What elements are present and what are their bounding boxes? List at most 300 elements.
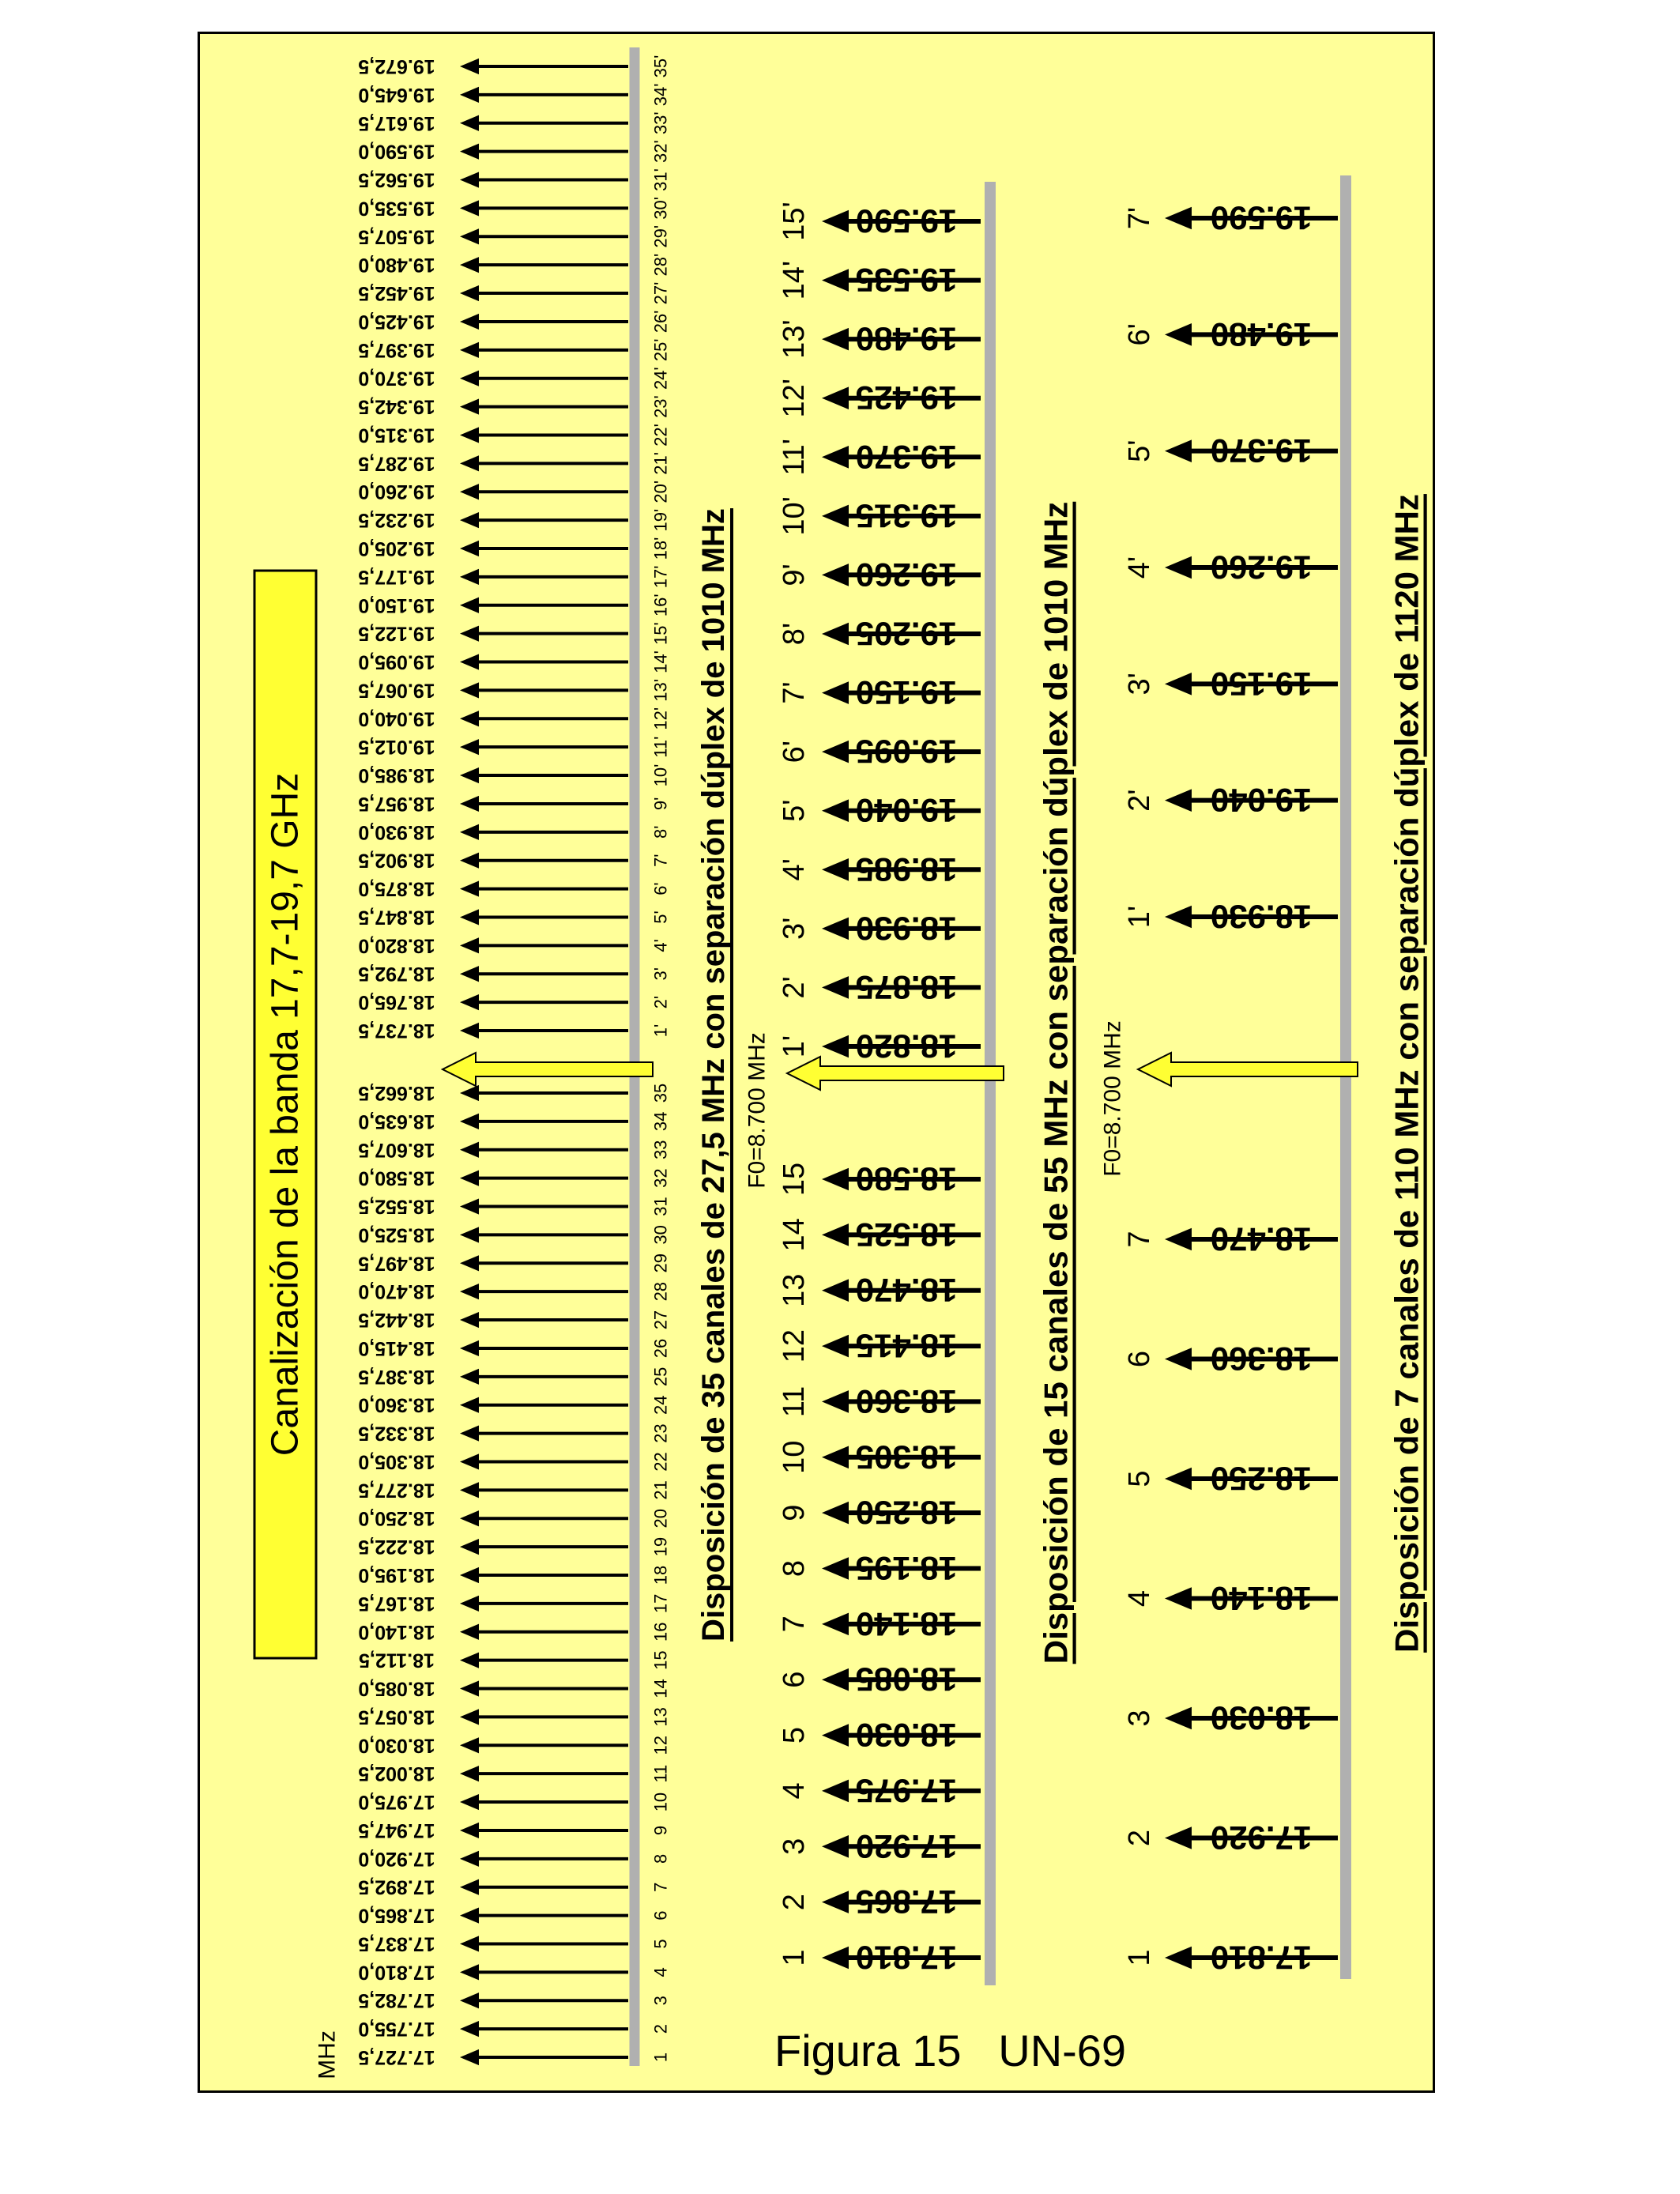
ch35-low-arrow-20 <box>460 1510 628 1526</box>
ch35-high-channel-label: 5' <box>650 910 671 924</box>
arrow-head <box>460 455 479 471</box>
ch35-high-arrow-18 <box>460 541 628 556</box>
arrow-head <box>1165 1587 1192 1610</box>
ch35-high-channel-label: 23' <box>650 395 671 418</box>
ch7-low-freq-label: 18.140 <box>1210 1580 1313 1617</box>
ch35-high-arrow-15 <box>460 626 628 642</box>
arrow-head <box>460 1142 479 1158</box>
arrow-head <box>460 654 479 669</box>
ch35-low-arrow-23 <box>460 1426 628 1442</box>
ch15-low-freq-label: 18.085 <box>855 1661 958 1698</box>
ch35-high-channel-label: 15' <box>650 622 671 645</box>
arrow-head <box>460 1737 479 1753</box>
ch35-low-freq-label: 18.085,0 <box>358 1677 435 1700</box>
ch35-high-arrow-21 <box>460 455 628 471</box>
ch35-high-channel-label: 19' <box>650 508 671 532</box>
arrow-head <box>460 2021 479 2037</box>
ch35-low-arrow-30 <box>460 1227 628 1242</box>
ch35-low-arrow-27 <box>460 1312 628 1328</box>
arrow-head <box>460 1171 479 1186</box>
arrow-head <box>1165 673 1192 696</box>
ch15-low-freq-label: 17.920 <box>855 1827 958 1865</box>
arrow-head <box>460 1851 479 1867</box>
arrow-head <box>460 1453 479 1469</box>
ch35-high-freq-label: 19.067,5 <box>358 679 435 702</box>
ch15-high-channel-label: 10' <box>778 496 811 536</box>
ch7-low-freq-label: 18.360 <box>1210 1340 1313 1378</box>
ch35-low-channel-label: 25 <box>650 1367 671 1387</box>
ch35-low-freq-label: 18.222,5 <box>358 1536 435 1559</box>
ch35-high-arrow-17 <box>460 569 628 585</box>
ch7-high-freq-label: 19.590 <box>1210 199 1313 237</box>
arrow-head <box>822 1780 849 1803</box>
arrow-head <box>1165 906 1192 929</box>
ch15-low-freq-label: 18.250 <box>855 1494 958 1532</box>
arrow-head <box>460 399 479 415</box>
arrow-head <box>460 1992 479 2008</box>
arrow-head <box>822 505 849 528</box>
ch35-low-channel-label: 34 <box>650 1111 671 1132</box>
ch35-low-freq-label: 18.415,0 <box>358 1336 435 1359</box>
ch35-high-channel-label: 9' <box>650 797 671 811</box>
ch35-low-channel-label: 22 <box>650 1452 671 1472</box>
arrow-head <box>1165 556 1192 579</box>
ch35-low-freq-label: 17.920,0 <box>358 1847 435 1870</box>
ch35-high-channel-label: 16' <box>650 594 671 617</box>
ch7-high-channel-label: 1' <box>1123 905 1156 929</box>
ch15-high-freq-label: 19.315 <box>855 497 958 535</box>
arrow-head <box>1165 1826 1192 1849</box>
ch15-high-freq-label: 19.480 <box>855 320 958 358</box>
ch35-low-freq-label: 18.167,5 <box>358 1592 435 1615</box>
ch35-high-channel-label: 35' <box>650 55 671 78</box>
ch15-low-channel-label: 3 <box>778 1838 811 1855</box>
ch35-high-arrow-26 <box>460 314 628 330</box>
ch35-low-freq-label: 18.552,5 <box>358 1195 435 1218</box>
ch35-high-freq-label: 19.397,5 <box>358 338 435 361</box>
arrow-head <box>460 1823 479 1838</box>
ch35-high-arrow-24 <box>460 371 628 386</box>
ch35-low-freq-label: 17.865,0 <box>358 1904 435 1927</box>
arrangement-35-title: Disposición de 35 canales de 27,5 MHz con separación dúplex de 1010 MHz <box>696 508 731 1642</box>
arrow-head <box>822 1724 849 1747</box>
ch35-low-channel-label: 20 <box>650 1508 671 1529</box>
ch35-low-freq-label: 17.782,5 <box>358 1989 435 2012</box>
ch7-high-channel-label: 6' <box>1123 323 1156 346</box>
ch35-high-arrow-1 <box>460 1023 628 1039</box>
ch35-high-arrow-30 <box>460 200 628 216</box>
ch35-low-arrow-2 <box>460 2021 628 2037</box>
ch35-high-channel-label: 28' <box>650 253 671 277</box>
unit-label: MHz <box>314 2030 341 2079</box>
arrow-head <box>822 681 849 704</box>
ch35-low-arrow-24 <box>460 1397 628 1413</box>
ch35-high-freq-label: 19.535,0 <box>358 197 435 220</box>
ch15-low-freq-label: 18.415 <box>855 1327 958 1365</box>
ch35-high-freq-label: 19.315,0 <box>358 424 435 447</box>
ch35-low-channel-label: 18 <box>650 1565 671 1585</box>
ch35-high-arrow-2 <box>460 994 628 1010</box>
ch35-low-arrow-18 <box>460 1567 628 1583</box>
ch35-low-channel-label: 2 <box>650 2023 671 2034</box>
arrow-head <box>1165 1348 1192 1370</box>
arrow-head <box>822 1891 849 1913</box>
arrow-head <box>460 371 479 386</box>
ch35-low-freq-label: 18.387,5 <box>358 1365 435 1388</box>
ch15-high-channel-label: 12' <box>778 378 811 418</box>
ch35-low-arrow-16 <box>460 1624 628 1640</box>
ch35-low-freq-label: 18.497,5 <box>358 1252 435 1275</box>
arrow-head <box>460 314 479 330</box>
arrow-head <box>460 1567 479 1583</box>
ch35-low-freq-label: 18.607,5 <box>358 1138 435 1161</box>
arrow-head <box>460 427 479 443</box>
ch35-high-freq-label: 18.737,5 <box>358 1020 435 1042</box>
ch35-high-arrow-23 <box>460 399 628 415</box>
arrow-head <box>460 881 479 897</box>
arrow-head <box>460 1680 479 1696</box>
ch35-high-arrow-28 <box>460 257 628 273</box>
ch35-low-arrow-19 <box>460 1539 628 1555</box>
arrow-head <box>460 739 479 755</box>
ch35-low-freq-label: 18.195,0 <box>358 1564 435 1586</box>
ch35-low-arrow-6 <box>460 1908 628 1924</box>
arrow-head <box>460 909 479 925</box>
arrow-head <box>460 824 479 840</box>
ch35-low-arrow-14 <box>460 1680 628 1696</box>
ch35-high-freq-label: 19.260,0 <box>358 481 435 503</box>
arrow-head <box>822 1446 849 1469</box>
ch35-high-freq-label: 18.985,0 <box>358 764 435 787</box>
ch35-high-freq-label: 19.095,0 <box>358 650 435 673</box>
arrow-head <box>460 1227 479 1242</box>
ch15-low-channel-label: 8 <box>778 1559 811 1578</box>
ch35-high-arrow-20 <box>460 484 628 499</box>
ch7-high-channel-label: 3' <box>1123 673 1156 696</box>
arrow-head <box>460 172 479 187</box>
ch7-low-channel-label: 4 <box>1123 1589 1156 1608</box>
ch7-high-freq-label: 19.480 <box>1210 315 1313 353</box>
ch15-high-channel-label: 3' <box>778 917 811 941</box>
arrow-head <box>822 1613 849 1636</box>
ch35-low-channel-label: 29 <box>650 1253 671 1273</box>
arrow-head <box>822 1557 849 1580</box>
ch35-low-arrow-22 <box>460 1453 628 1469</box>
ch35-low-arrow-7 <box>460 1879 628 1895</box>
arrow-head <box>460 711 479 726</box>
ch35-high-arrow-5 <box>460 909 628 925</box>
ch35-low-arrow-26 <box>460 1340 628 1356</box>
ch35-low-channel-label: 14 <box>650 1679 671 1698</box>
ch35-low-arrow-32 <box>460 1171 628 1186</box>
ch35-high-channel-label: 1' <box>650 1023 671 1038</box>
ch35-high-channel-label: 18' <box>650 537 671 560</box>
ch35-high-channel-label: 6' <box>650 882 671 895</box>
ch15-low-channel-label: 10 <box>778 1440 811 1474</box>
ch35-high-channel-label: 20' <box>650 480 671 503</box>
ch35-high-freq-label: 19.480,0 <box>358 254 435 277</box>
ch35-low-arrow-3 <box>460 1992 628 2008</box>
ch35-low-channel-label: 21 <box>650 1480 671 1500</box>
arrow-head <box>822 1502 849 1525</box>
ch15-low-channel-label: 7 <box>778 1615 811 1633</box>
arrow-head <box>460 1023 479 1039</box>
ch15-high-freq-label: 18.930 <box>855 910 958 948</box>
ch35-low-freq-label: 18.002,5 <box>358 1762 435 1785</box>
arrow-head <box>822 799 849 822</box>
ch7-low-freq-label: 17.920 <box>1210 1819 1313 1857</box>
ch15-low-channel-label: 11 <box>778 1385 811 1418</box>
ch35-low-freq-label: 18.305,0 <box>358 1450 435 1473</box>
arrow-head <box>460 767 479 783</box>
ch35-high-freq-label: 19.672,5 <box>358 55 435 77</box>
arrow-head <box>460 1397 479 1413</box>
ch15-high-channel-label: 2' <box>778 976 811 999</box>
ch35-low-channel-label: 35 <box>650 1083 671 1103</box>
ch35-low-freq-label: 17.837,5 <box>358 1932 435 1955</box>
ch15-low-freq-label: 18.305 <box>855 1438 958 1476</box>
ch15-low-channel-label: 1 <box>778 1949 811 1966</box>
ch35-high-freq-label: 18.765,0 <box>358 991 435 1014</box>
ch35-high-channel-label: 33' <box>650 111 671 135</box>
ch7-low-channel-label: 7 <box>1123 1231 1156 1248</box>
arrow-head <box>822 1035 849 1058</box>
arrow-head <box>822 1335 849 1358</box>
ch35-high-channel-label: 29' <box>650 224 671 248</box>
ch7-high-channel-label: 7' <box>1123 206 1156 230</box>
ch15-high-channel-label: 11' <box>778 438 811 476</box>
ch35-low-freq-label: 18.442,5 <box>358 1309 435 1332</box>
ch15-high-channel-label: 15' <box>778 202 811 241</box>
arrow-head <box>460 796 479 812</box>
arrow-head <box>1165 1468 1192 1491</box>
arrow-head <box>460 58 479 74</box>
ch35-high-freq-label: 19.425,0 <box>358 310 435 333</box>
ch35-low-arrow-10 <box>460 1794 628 1810</box>
ch35-low-arrow-29 <box>460 1255 628 1271</box>
ch15-low-freq-label: 18.360 <box>855 1382 958 1420</box>
ch7-low-channel-label: 6 <box>1123 1350 1156 1368</box>
ch35-low-arrow-17 <box>460 1596 628 1612</box>
ch15-high-freq-label: 19.590 <box>855 202 958 240</box>
ch35-high-arrow-31 <box>460 172 628 187</box>
ch35-high-arrow-34 <box>460 87 628 103</box>
arrow-head <box>460 115 479 131</box>
arrow-head <box>460 1596 479 1612</box>
arrow-head <box>822 1835 849 1858</box>
ch7-high-channel-label: 2' <box>1123 789 1156 812</box>
arrow-head <box>460 1964 479 1980</box>
figure-caption: Figura 15 UN-69 <box>774 2026 1127 2075</box>
ch35-low-channel-label: 24 <box>650 1395 671 1415</box>
arrow-head <box>460 257 479 273</box>
ch15-low-channel-label: 13 <box>778 1273 811 1307</box>
ch7-low-freq-label: 17.810 <box>1210 1939 1313 1977</box>
ch35-low-channel-label: 9 <box>650 1825 671 1836</box>
ch7-low-freq-label: 18.470 <box>1210 1220 1313 1258</box>
ch35-low-freq-label: 18.057,5 <box>358 1706 435 1728</box>
ch35-high-freq-label: 19.150,0 <box>358 594 435 616</box>
arrangement-15-title: Disposición de 15 canales de 55 MHz con separación dúplex de 1010 MHz <box>1037 501 1075 1664</box>
arrow-head <box>460 1482 479 1498</box>
ch35-low-freq-label: 18.332,5 <box>358 1422 435 1445</box>
ch35-low-channel-label: 8 <box>650 1853 671 1864</box>
ch35-low-channel-label: 6 <box>650 1910 671 1921</box>
ch35-high-freq-label: 18.930,0 <box>358 820 435 843</box>
ch35-high-freq-label: 18.957,5 <box>358 792 435 815</box>
ch15-high-channel-label: 5' <box>778 799 811 822</box>
ch35-low-arrow-9 <box>460 1823 628 1838</box>
ch35-low-freq-label: 18.250,0 <box>358 1507 435 1530</box>
arrow-head <box>460 1908 479 1924</box>
ch35-low-arrow-33 <box>460 1142 628 1158</box>
ch35-low-channel-label: 30 <box>650 1225 671 1245</box>
ch35-high-channel-label: 4' <box>650 939 671 952</box>
arrow-head <box>460 1312 479 1328</box>
f0-label-7: F0=8.700 MHz <box>1099 1020 1126 1177</box>
ch35-high-freq-label: 19.590,0 <box>358 140 435 163</box>
arrow-head <box>460 1198 479 1214</box>
arrow-head <box>460 1879 479 1895</box>
ch15-low-channel-label: 15 <box>778 1162 811 1197</box>
ch35-high-channel-label: 32' <box>650 140 671 163</box>
ch35-low-arrow-13 <box>460 1709 628 1725</box>
ch35-low-channel-label: 1 <box>650 2052 671 2063</box>
ch35-high-arrow-11 <box>460 739 628 755</box>
arrow-head <box>460 512 479 528</box>
ch35-low-channel-label: 15 <box>650 1650 671 1670</box>
arrow-head <box>1165 1947 1192 1970</box>
ch15-low-freq-label: 18.030 <box>855 1717 958 1755</box>
arrow-head <box>822 446 849 469</box>
ch15-low-freq-label: 17.865 <box>855 1883 958 1921</box>
ch35-high-freq-label: 19.452,5 <box>358 282 435 305</box>
ch35-low-arrow-31 <box>460 1198 628 1214</box>
arrow-head <box>460 1510 479 1526</box>
ch35-high-channel-label: 17' <box>650 565 671 589</box>
ch35-high-channel-label: 10' <box>650 763 671 787</box>
ch35-low-channel-label: 16 <box>650 1622 671 1642</box>
arrow-head <box>822 386 849 409</box>
ch35-high-freq-label: 19.507,5 <box>358 225 435 248</box>
ch35-low-freq-label: 17.727,5 <box>358 2046 435 2068</box>
arrow-head <box>822 1947 849 1970</box>
ch35-high-freq-label: 18.902,5 <box>358 849 435 872</box>
ch35-high-freq-label: 19.370,0 <box>358 367 435 390</box>
ch35-high-freq-label: 18.792,5 <box>358 963 435 986</box>
f0-arrow-35 <box>443 1053 653 1086</box>
ch15-low-freq-label: 17.975 <box>855 1772 958 1810</box>
arrow-head <box>460 144 479 160</box>
ch35-low-channel-label: 33 <box>650 1140 671 1160</box>
ch35-high-freq-label: 18.875,0 <box>358 877 435 900</box>
ch35-high-arrow-14 <box>460 654 628 669</box>
ch35-high-arrow-3 <box>460 966 628 982</box>
ch35-high-channel-label: 24' <box>650 367 671 390</box>
arrow-head <box>822 976 849 999</box>
ch35-high-channel-label: 25' <box>650 338 671 362</box>
ch7-low-freq-label: 18.030 <box>1210 1699 1313 1737</box>
ch35-high-freq-label: 19.012,5 <box>358 736 435 759</box>
ch35-high-arrow-29 <box>460 228 628 244</box>
arrow-head <box>460 484 479 499</box>
arrow-head <box>460 1766 479 1781</box>
ch35-low-arrow-25 <box>460 1369 628 1385</box>
ch35-high-arrow-16 <box>460 598 628 613</box>
ch35-low-arrow-4 <box>460 1964 628 1980</box>
arrow-head <box>460 966 479 982</box>
arrow-head <box>1165 1707 1192 1730</box>
ch35-low-channel-label: 28 <box>650 1281 671 1302</box>
ch35-low-channel-label: 32 <box>650 1168 671 1188</box>
arrow-head <box>822 1279 849 1302</box>
ch35-high-freq-label: 19.562,5 <box>358 168 435 191</box>
arrangement-7-title: Disposición de 7 canales de 110 MHz con separación dúplex de 1120 MHz <box>1388 494 1426 1653</box>
ch15-high-channel-label: 1' <box>778 1035 811 1058</box>
ch35-high-freq-label: 19.617,5 <box>358 111 435 134</box>
arrow-head <box>460 1114 479 1129</box>
ch35-high-channel-label: 13' <box>650 679 671 702</box>
ch7-low-channel-label: 3 <box>1123 1710 1156 1727</box>
ch15-low-freq-label: 18.525 <box>855 1216 958 1253</box>
ch35-low-freq-label: 17.975,0 <box>358 1791 435 1814</box>
ch35-high-freq-label: 19.177,5 <box>358 565 435 588</box>
ch35-high-freq-label: 19.122,5 <box>358 622 435 645</box>
ch15-high-freq-label: 19.425 <box>855 379 958 417</box>
ch15-low-freq-label: 18.470 <box>855 1272 958 1310</box>
arrow-head <box>1165 439 1192 462</box>
ch35-high-arrow-13 <box>460 682 628 698</box>
arrow-head <box>460 626 479 642</box>
arrow-head <box>822 564 849 586</box>
arrow-head <box>460 1255 479 1271</box>
ch35-high-channel-label: 34' <box>650 83 671 107</box>
ch35-low-freq-label: 18.525,0 <box>358 1223 435 1246</box>
ch35-low-freq-label: 17.810,0 <box>358 1961 435 1984</box>
arrow-head <box>460 1426 479 1442</box>
ch35-high-arrow-33 <box>460 115 628 131</box>
ch35-low-channel-label: 4 <box>650 1967 671 1977</box>
ch15-high-channel-label: 4' <box>778 858 811 881</box>
arrow-head <box>822 741 849 763</box>
arrow-head <box>460 1624 479 1640</box>
ch35-low-channel-label: 26 <box>650 1338 671 1359</box>
ch35-high-arrow-19 <box>460 512 628 528</box>
ch7-high-freq-label: 19.040 <box>1210 782 1313 820</box>
ch35-high-channel-label: 27' <box>650 281 671 305</box>
ch35-high-freq-label: 19.232,5 <box>358 509 435 532</box>
ch35-high-freq-label: 18.847,5 <box>358 906 435 929</box>
ch35-high-freq-label: 18.820,0 <box>358 934 435 957</box>
arrow-head <box>460 598 479 613</box>
ch35-high-arrow-25 <box>460 342 628 358</box>
ch35-high-arrow-12 <box>460 711 628 726</box>
ch35-high-channel-label: 31' <box>650 168 671 191</box>
arrow-head <box>460 285 479 301</box>
ch35-low-freq-label: 18.360,0 <box>358 1393 435 1416</box>
arrow-head <box>822 858 849 881</box>
ch35-low-freq-label: 18.635,0 <box>358 1110 435 1133</box>
ch35-low-freq-label: 17.755,0 <box>358 2018 435 2041</box>
ch15-high-freq-label: 19.040 <box>855 792 958 830</box>
ch15-low-channel-label: 9 <box>778 1504 811 1521</box>
ch35-low-channel-label: 27 <box>650 1310 671 1330</box>
ch35-low-channel-label: 12 <box>650 1736 671 1755</box>
ch35-high-channel-label: 8' <box>650 825 671 839</box>
ch35-high-arrow-27 <box>460 285 628 301</box>
arrow-head <box>460 2049 479 2065</box>
ch7-high-freq-label: 19.150 <box>1210 665 1313 703</box>
